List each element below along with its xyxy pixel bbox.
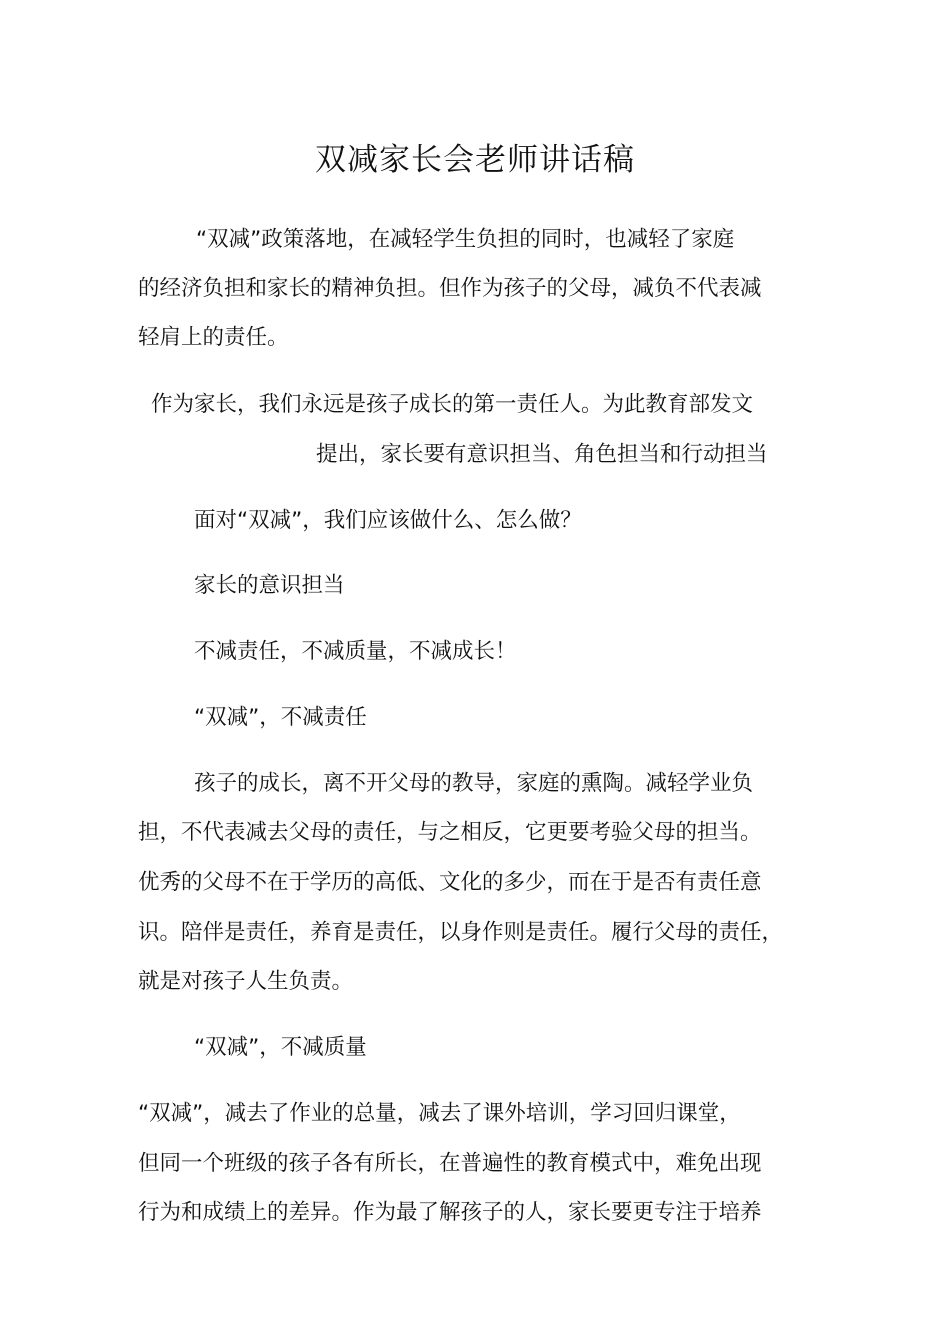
subsection-heading: “双减”，不减责任 [194, 705, 367, 730]
paragraph-line: 但同一个班级的孩子各有所长，在普遍性的教育模式中，难免出现 [138, 1151, 762, 1176]
paragraph-line: 识。陪伴是责任，养育是责任，以身作则是责任。履行父母的责任， [138, 920, 784, 945]
document-title: 双减家长会老师讲话稿 [315, 142, 635, 178]
paragraph-line: 孩子的成长，离不开父母的教导，家庭的熏陶。减轻学业负 [194, 771, 754, 796]
paragraph-line: “双减”，减去了作业的总量，减去了课外培训，学习回归课堂， [138, 1101, 741, 1126]
paragraph-line: 就是对孩子人生负责。 [138, 969, 354, 994]
subsection-heading: “双减”，不减质量 [194, 1035, 367, 1060]
paragraph-line: 担，不代表减去父母的责任，与之相反，它更要考验父母的担当。 [138, 820, 762, 845]
paragraph-line: 优秀的父母不在于学历的高低、文化的多少，而在于是否有责任意 [138, 870, 762, 895]
paragraph-line: “双减”政策落地，在减轻学生负担的同时，也减轻了家庭 [196, 227, 735, 252]
paragraph-line: 不减责任，不减质量，不减成长！ [194, 639, 517, 664]
paragraph-line: 面对“双减”，我们应该做什么、怎么做？ [194, 508, 582, 533]
paragraph-line: 轻肩上的责任。 [138, 325, 289, 350]
section-heading: 家长的意识担当 [194, 573, 345, 598]
paragraph-line: 行为和成绩上的差异。作为最了解孩子的人，家长要更专注于培养 [138, 1200, 762, 1225]
paragraph-line: 的经济负担和家长的精神负担。但作为孩子的父母，减负不代表减 [138, 276, 762, 301]
paragraph-line: 作为家长，我们永远是孩子成长的第一责任人。为此教育部发文 [151, 392, 754, 417]
paragraph-line: 提出，家长要有意识担当、角色担当和行动担当 [316, 442, 768, 467]
